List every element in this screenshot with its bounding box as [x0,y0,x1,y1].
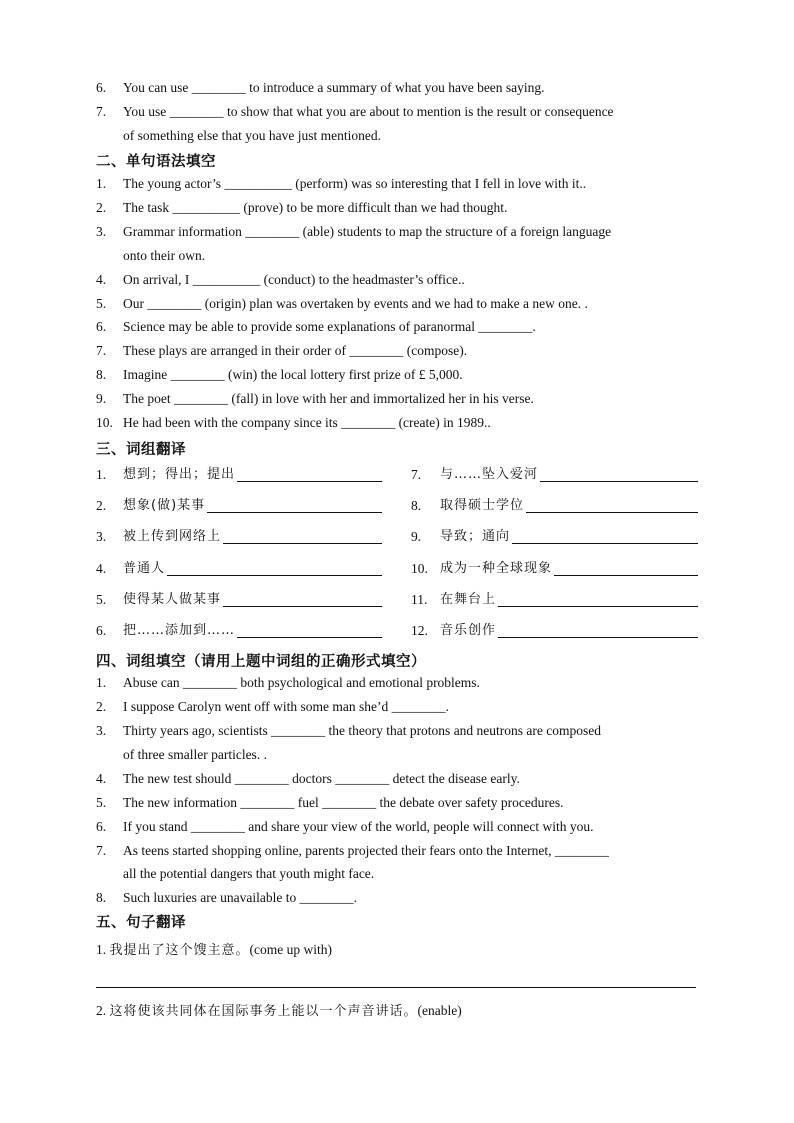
chinese-phrase: 音乐创作 [440,623,497,638]
item-text: Abuse can ________ both psychological and emotional problems. [123,675,480,690]
chinese-phrase: 想象(做)某事 [123,498,206,513]
item-number: 10. [96,415,113,430]
item-number: 1. [96,467,107,482]
item-text: The task __________ (prove) to be more difficult than we had thought. [123,200,508,215]
item-number: 6. [96,319,107,334]
item-number: 4. [96,272,107,287]
section-heading: 三、词组翻译 [96,442,186,458]
item-number: 3. [96,529,107,544]
chinese-phrase: 取得硕士学位 [440,498,525,513]
item-number: 11. [411,592,428,607]
chinese-phrase: 普通人 [123,561,166,576]
answer-line[interactable] [96,987,696,988]
chinese-phrase: 导致；通向 [440,529,511,544]
chinese-phrase: 使得某人做某事 [123,592,222,607]
item-number: 8. [96,890,107,905]
item-text: These plays are arranged in their order of ________ (compose). [123,343,468,358]
answer-blank[interactable] [512,543,698,544]
item-number: 2. [96,200,107,215]
item-number: 8. [411,498,422,513]
chinese-phrase: 与……坠入爱河 [440,467,539,482]
item-text: If you stand ________ and share your view of the world, people will connect with you. [123,819,594,834]
section-heading: 四、词组填空（请用上题中词组的正确形式填空） [96,654,426,670]
item-text: He had been with the company since its ________ (create) in 1989.. [123,415,491,430]
worksheet-page: 6. You can use ________ to introduce a summary of what you have been saying. 7. You use ________ to show that what you are about to mention is the result or consequence of something else that you have just mentioned. 二、单句语法填空 1. The young actor’s __________ (perform) was so interesting that I fell in love with it.. 2. The task __________ (prove) to be more difficult than we had thought. 3. Grammar information ________ (able) students to map the structure of a foreign language onto their own. 4. On arrival, I __________ (conduct) to the headmaster’s office.. 5. Our ________ (origin) plan was overtaken by events and we had to make a new one. . 6. Science may be able to provide some explanations of paranormal ________. 7. These plays are arranged in their order of ________ (compose). 8. Imagine ________ (win) the local lottery first prize of £ 5,000. 9. The poet ________ (fall) in love with her and immortalized her in his verse. 10. He had been with the company since its ________ (create) in 1989.. 三、词组翻译 1. 想到；得出；提出 2. 想象(做)某事 3. 被上传到网络上 4. 普通人 5. 使得某人做某事 6. 把……添加到…… 7. 与……坠入爱河 8. 取得硕士学位 9. 导致；通向 10. 成为一种全球现象 11. 在舞台上 12. 音乐创作 四、词组填空（请用上题中词组的正确形式填空） 1. Abuse can ________ both psychological and emotional problems. 2. I suppose Carolyn went off with some man she’d ________. 3. Thirty years ago, scientists ________ the theory that protons and neutrons are composed of three smaller particles. . 4. The new test should ________ doctors ________ detect the disease early. 5. The new information ________ fuel ________ the debate over safety procedures. 6. If you stand ________ and share your view of the world, people will connect with you. 7. As teens started shopping online, parents projected their fears onto the Internet, ________ all the potential dangers that youth might face. 8. Such luxuries are unavailable to ________. 五、句子翻译 1. 我提出了这个馊主意。(come up with) 2. 这将使该共同体在国际事务上能以一个声音讲话。(enable) [0,0,794,1123]
answer-blank[interactable] [526,512,698,513]
item-text: The new information ________ fuel ________ the debate over safety procedures. [123,795,564,810]
item-text: Our ________ (origin) plan was overtaken by events and we had to make a new one. . [123,296,588,311]
item-number: 5. [96,296,107,311]
item-number: 4. [96,771,107,786]
item-text: The young actor’s __________ (perform) was so interesting that I fell in love with it.. [123,176,587,191]
item-text: As teens started shopping online, parents projected their fears onto the Internet, ________ [123,843,609,858]
answer-blank[interactable] [498,637,698,638]
item-number: 5. [96,795,107,810]
answer-blank[interactable] [237,637,382,638]
item-number: 7. [96,843,107,858]
item-number: 6. [96,819,107,834]
item-text: Grammar information ________ (able) students to map the structure of a foreign language [123,224,612,239]
item-number: 1. [96,675,107,690]
item-text: The new test should ________ doctors ________ detect the disease early. [123,771,520,786]
answer-blank[interactable] [237,481,382,482]
item-text: I suppose Carolyn went off with some man she’d ________. [123,699,449,714]
translation-item: 1. 我提出了这个馊主意。(come up with) [96,942,332,958]
answer-blank[interactable] [223,606,382,607]
item-text: Such luxuries are unavailable to ________. [123,890,357,905]
answer-blank[interactable] [554,575,698,576]
answer-blank[interactable] [223,543,382,544]
item-number: 2. [96,699,107,714]
item-number: 2. [96,498,107,513]
answer-blank[interactable] [498,606,698,607]
item-number: 8. [96,367,107,382]
item-number: 7. [96,343,107,358]
answer-blank[interactable] [540,481,698,482]
chinese-phrase: 在舞台上 [440,592,497,607]
chinese-phrase: 成为一种全球现象 [440,561,553,576]
item-text: The poet ________ (fall) in love with her and immortalized her in his verse. [123,391,534,406]
section-heading: 二、单句语法填空 [96,154,216,170]
item-text: Science may be able to provide some explanations of paranormal ________. [123,319,536,334]
item-number: 3. [96,224,107,239]
item-number: 9. [411,529,422,544]
chinese-phrase: 被上传到网络上 [123,529,222,544]
item-text: Imagine ________ (win) the local lottery first prize of £ 5,000. [123,367,463,382]
answer-blank[interactable] [207,512,382,513]
item-number: 7. [411,467,422,482]
item-text: On arrival, I __________ (conduct) to the headmaster’s office.. [123,272,465,287]
chinese-phrase: 想到；得出；提出 [123,467,236,482]
section-heading: 五、句子翻译 [96,915,186,931]
item-number: 4. [96,561,107,576]
translation-item: 2. 这将使该共同体在国际事务上能以一个声音讲话。(enable) [96,1003,462,1019]
item-number: 9. [96,391,107,406]
item-number: 6. [96,623,107,638]
item-number: 5. [96,592,107,607]
item-number: 10. [411,561,428,576]
item-number: 1. [96,176,107,191]
item-text: Thirty years ago, scientists ________ the theory that protons and neutrons are composed [123,723,602,738]
item-number: 12. [411,623,428,638]
chinese-phrase: 把……添加到…… [123,623,236,638]
item-number: 3. [96,723,107,738]
answer-blank[interactable] [167,575,382,576]
